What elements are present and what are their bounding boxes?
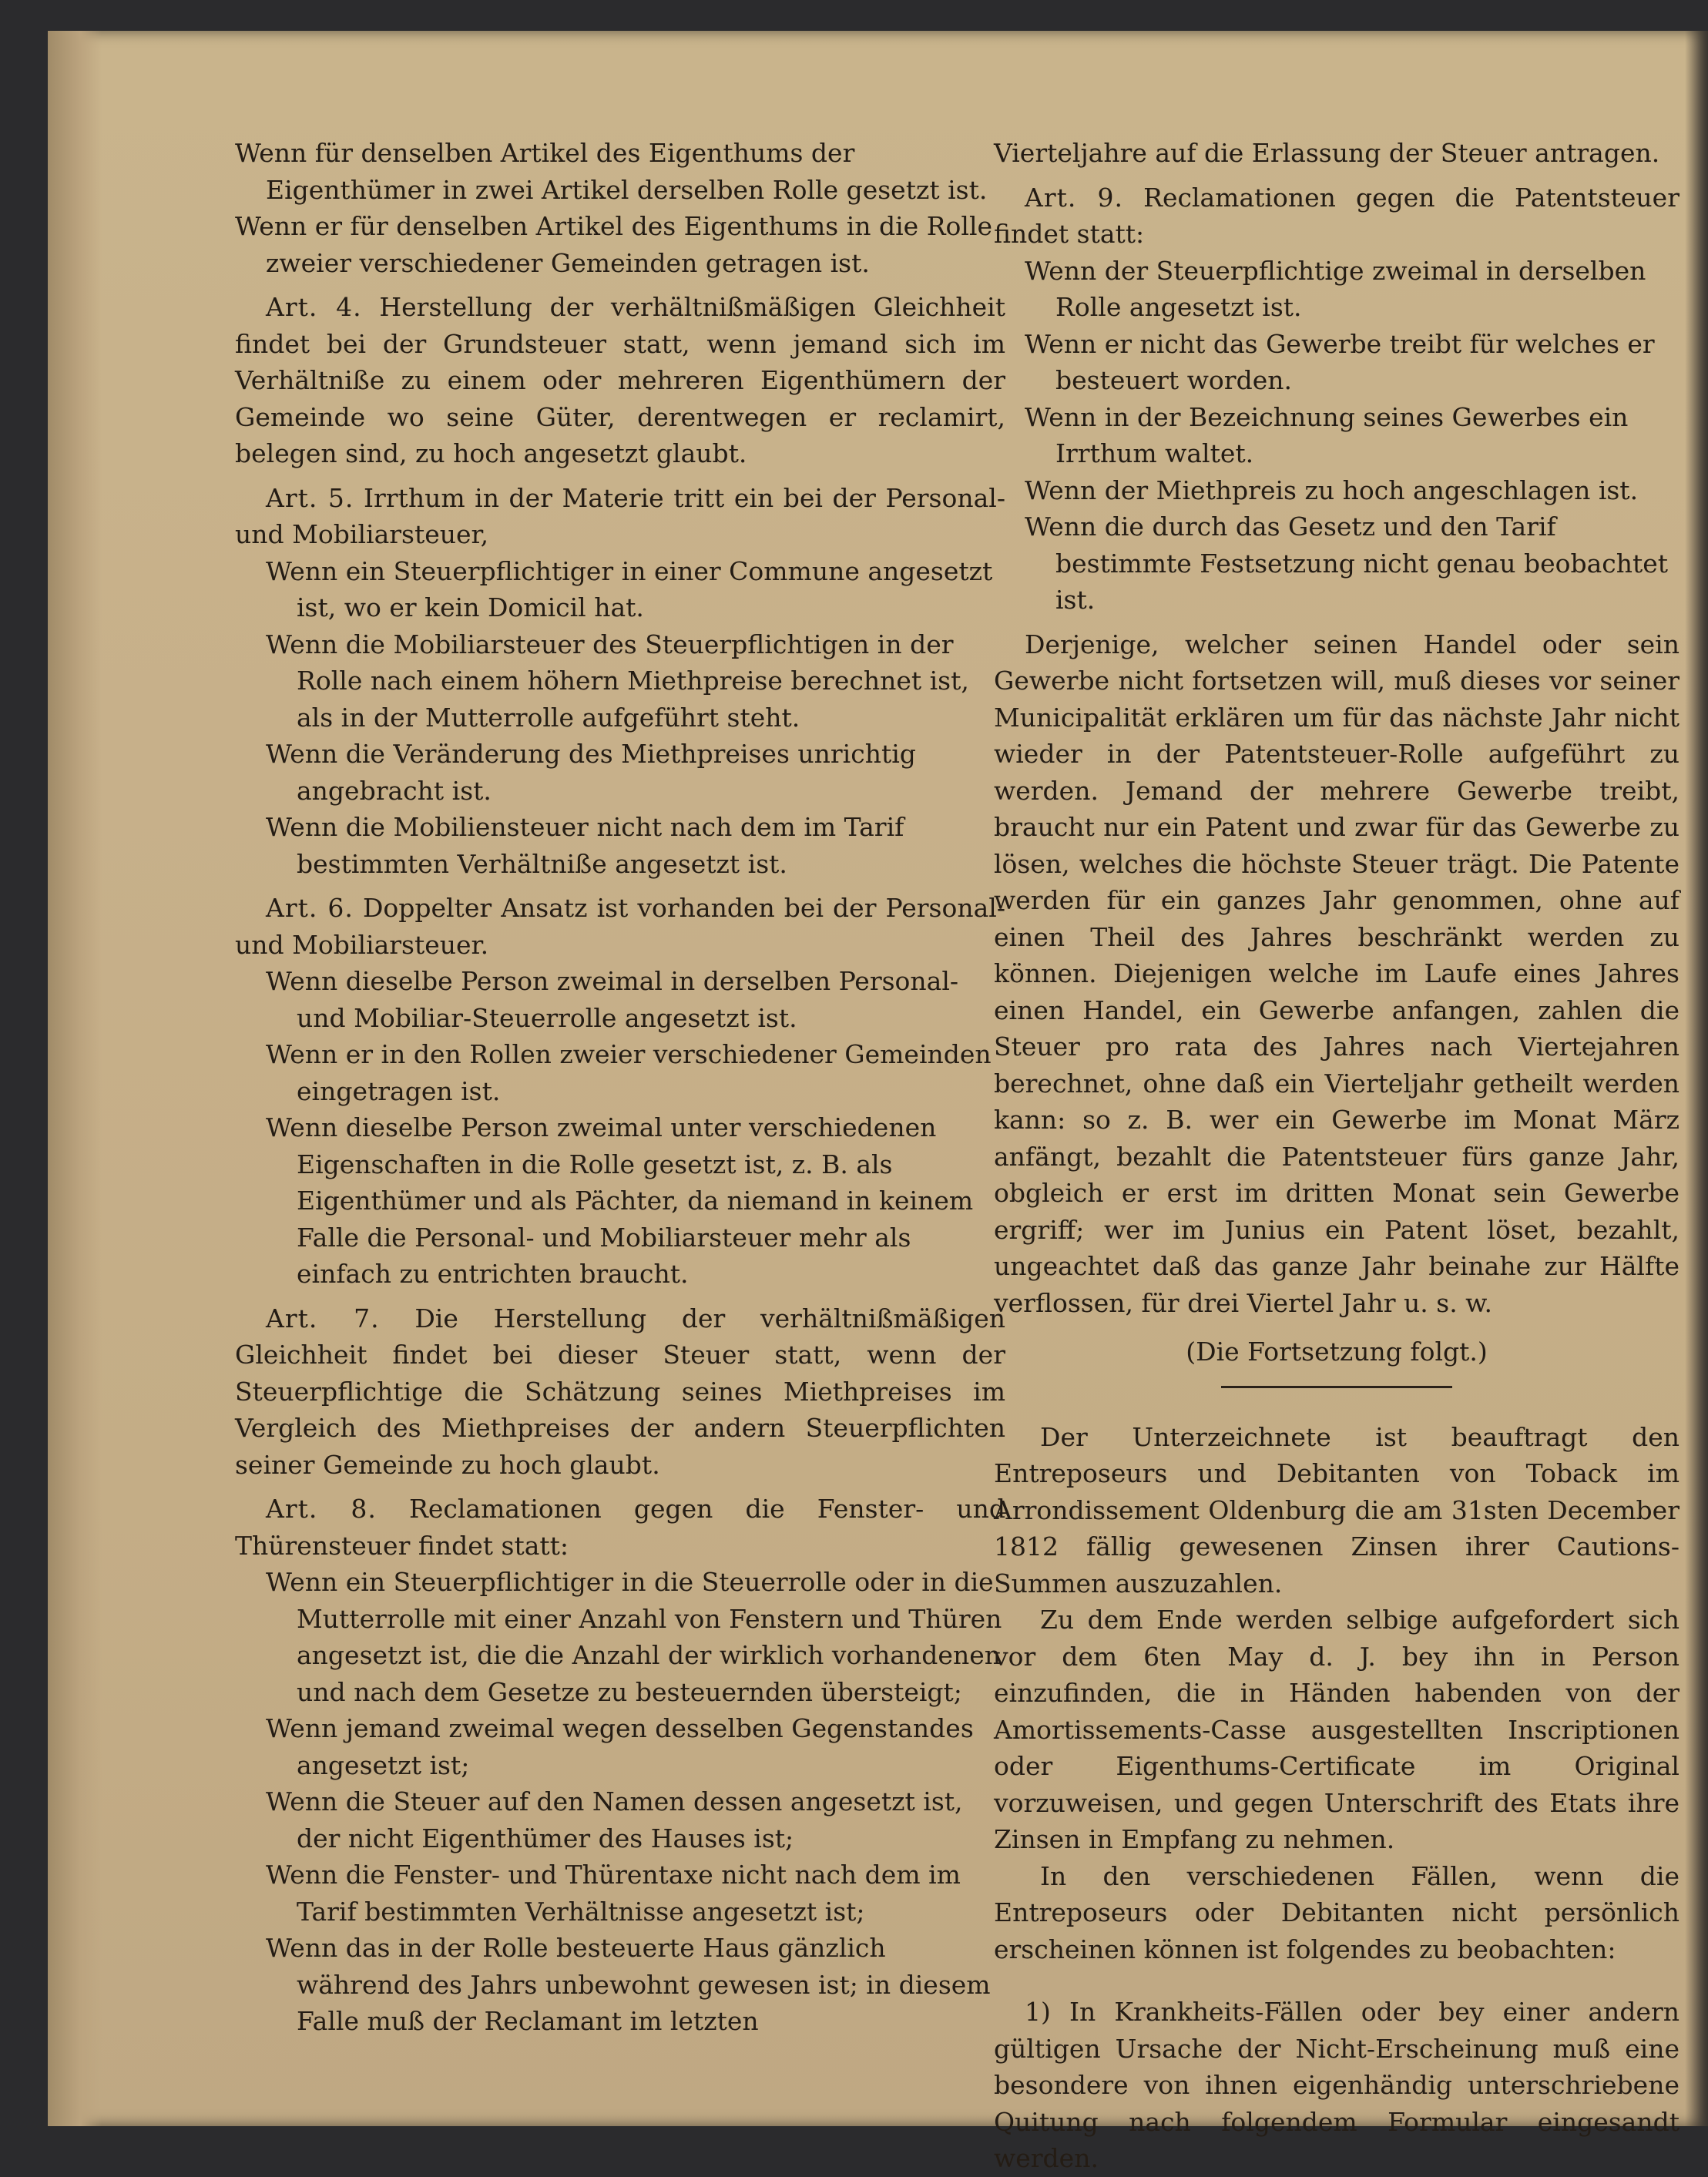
article-9-item-4: Wenn der Miethpreis zu hoch angeschlagen ist. — [1025, 475, 1639, 505]
article-4 — [235, 289, 1005, 472]
article-9-label: Art. 9. — [1025, 182, 1123, 213]
article-9 — [994, 179, 1679, 253]
article-7-text: Die Herstellung der verhältnißmäßigen Gleichheit findet bei dieser Steuer statt, wenn der Steuerpflichtige die Schätzung seines Miethpreises im Vergleich des Miethpreises der andern Steuerpflichten seiner Gemeinde zu hoch glaubt. — [235, 1303, 1006, 1480]
article-9-text: Reclamationen gegen die Patentsteuer findet statt: — [994, 182, 1679, 249]
article-8-item-2: Wenn jemand zweimal wegen desselben Gegenstandes angesetzt ist; — [266, 1713, 974, 1780]
article-4-label: Art. 4. — [266, 292, 362, 322]
article-8-item-5: Wenn das in der Rolle besteuerte Haus gänzlich während des Jahrs unbewohnt gewesen ist; in diesem Falle muß der Reclamant im letzten — [266, 1933, 991, 2036]
article-8-item-3: Wenn die Steuer auf den Namen dessen angesetzt ist, der nicht Eigenthümer des Hauses ist; — [266, 1786, 963, 1853]
intro-item-2: Wenn er für denselben Artikel des Eigenthums in die Rolle zweier verschiedener Gemeinden getragen ist. — [235, 211, 993, 278]
continued-note: (Die Fortsetzung folgt.) — [1186, 1337, 1488, 1367]
spacer — [994, 1967, 1679, 1994]
article-5-text: Irrthum in der Materie tritt ein bei der Personal- und Mobiliarsteuer, — [235, 482, 1005, 549]
left-column — [235, 135, 1005, 2040]
article-8-text: Reclamationen gegen die Fenster- und Thürensteuer findet statt: — [235, 1494, 1005, 1561]
article-9-item-5: Wenn die durch das Gesetz und den Tarif bestimmte Festsetzung nicht genau beobachtet ist. — [1025, 512, 1669, 615]
section-divider — [1221, 1386, 1452, 1388]
article-7-label: Art. 7. — [266, 1303, 380, 1333]
article-6-text: Doppelter Ansatz ist vorhanden bei der Personal- und Mobiliarsteuer. — [235, 893, 1005, 960]
article-5-item-2: Wenn die Mobiliarsteuer des Steuerpflichtigen in der Rolle nach einem höhern Miethpreise berechnet ist, als in der Mutterrolle aufgeführt steht. — [266, 629, 969, 733]
article-6 — [235, 890, 1005, 963]
article-5-label: Art. 5. — [266, 482, 354, 513]
notice-paragraph-1: Der Unterzeichnete ist beauftragt den Entreposeurs und Debitanten von Toback im Arrondissement Oldenburg die am 31sten December 1812 fällig gewesenen Zinsen ihrer Cautions-Summen auszuzahlen. — [994, 1421, 1679, 1598]
article-5-item-4: Wenn die Mobiliensteuer nicht nach dem im Tarif bestimmten Verhältniße angesetzt ist. — [266, 812, 904, 879]
article-8-item-1: Wenn ein Steuerpflichtiger in die Steuerrolle oder in die Mutterrolle mit einer Anzahl von Fenstern und Thüren angesetzt ist, die die Anzahl der wirklich vorhandenen und nach dem Gesetze zu besteuernden übersteigt; — [266, 1567, 1002, 1707]
article-6-item-3: Wenn dieselbe Person zweimal unter verschiedenen Eigenschaften in die Rolle gesetzt ist, z. B. als Eigenthümer und als Pächter, da niemand in keinem Falle die Personal- und Mobiliarsteuer mehr als einfach zu entrichten braucht. — [266, 1112, 974, 1289]
notice-paragraph-3: In den verschiedenen Fällen, wenn die Entreposeurs oder Debitanten nicht persönlich erscheinen können ist folgendes zu beobachten: — [994, 1860, 1679, 1964]
notice-paragraph-2: Zu dem Ende werden selbige aufgefordert sich vor dem 6ten May d. J. bey ihn in Person einzufinden, die in Händen habenden von der Amortissements-Casse ausgestellten Inscriptionen oder Eigenthums-Certificate im Original vorzuweisen, und gegen Unterschrift des Etats ihre Zinsen in Empfang zu nehmen. — [994, 1605, 1679, 1854]
article-6-item-1: Wenn dieselbe Person zweimal in derselben Personal- und Mobiliar-Steuerrolle angesetzt ist. — [266, 966, 959, 1033]
article-9-item-1: Wenn der Steuerpflichtige zweimal in derselben Rolle angesetzt ist. — [1025, 255, 1646, 322]
article-5-item-1: Wenn ein Steuerpflichtiger in einer Commune angesetzt ist, wo er kein Domicil hat. — [266, 555, 993, 622]
article-8-item-4: Wenn die Fenster- und Thürentaxe nicht nach dem im Tarif bestimmten Verhältnisse angesetzt ist; — [266, 1860, 961, 1927]
article-9-item-2: Wenn er nicht das Gewerbe treibt für welches er besteuert worden. — [1025, 328, 1655, 395]
notice-item-1: 1) In Krankheits-Fällen oder bey einer andern gültigen Ursache der Nicht-Erscheinung muß eine besondere von ihnen eigenhändig unterschriebene Quitung nach folgendem Formular eingesandt werden. — [994, 1997, 1679, 2173]
article-4-text: Herstellung der verhältnißmäßigen Gleichheit findet bei der Grundsteuer statt, wenn jemand sich im Verhältniße zu einem oder mehreren Eigenthümern der Gemeinde wo seine Güter, derentwegen er reclamirt, belegen sind, zu hoch angesetzt glaubt. — [235, 292, 1005, 468]
article-8 — [235, 1491, 1005, 1564]
article-5 — [235, 480, 1005, 553]
article-5-item-3: Wenn die Veränderung des Miethpreises unrichtig angebracht ist. — [266, 739, 916, 806]
continuation-text: Vierteljahre auf die Erlassung der Steuer antragen. — [994, 138, 1660, 168]
article-6-label: Art. 6. — [266, 893, 354, 923]
right-column — [994, 135, 1679, 2177]
article-8-label: Art. 8. — [266, 1494, 377, 1524]
intro-item-1: Wenn für denselben Artikel des Eigenthums der Eigenthümer in zwei Artikel derselben Rolle gesetzt ist. — [235, 138, 988, 205]
derjenige-paragraph: Derjenige, welcher seinen Handel oder sein Gewerbe nicht fortsetzen will, muß dieses vor seiner Municipalität erklären um für das nächste Jahr nicht wieder in der Patentsteuer-Rolle aufgeführt zu werden. Jemand der mehrere Gewerbe treibt, braucht nur ein Patent und zwar für das Gewerbe zu lösen, welches die höchste Steuer trägt. Die Patente werden für ein ganzes Jahr genommen, ohne auf einen Theil des Jahres beschränkt werden zu können. Diejenigen welche im Laufe eines Jahres einen Handel, ein Gewerbe anfangen, zahlen die Steuer pro rata des Jahres nach Viertejahren berechnet, ohne daß ein Vierteljahr getheilt werden kann: so z. B. wer ein Gewerbe im Monat März anfängt, bezahlt die Patentsteuer fürs ganze Jahr, obgleich er erst im dritten Monat sein Gewerbe ergriff; wer im Junius ein Patent löset, bezahlt, ungeachtet daß das ganze Jahr beinahe zur Hälfte verflossen, für drei Viertel Jahr u. s. w. — [994, 629, 1679, 1318]
article-6-item-2: Wenn er in den Rollen zweier verschiedener Gemeinden eingetragen ist. — [266, 1039, 992, 1106]
article-7 — [235, 1300, 1005, 1484]
article-9-item-3: Wenn in der Bezeichnung seines Gewerbes ein Irrthum waltet. — [1025, 401, 1629, 468]
